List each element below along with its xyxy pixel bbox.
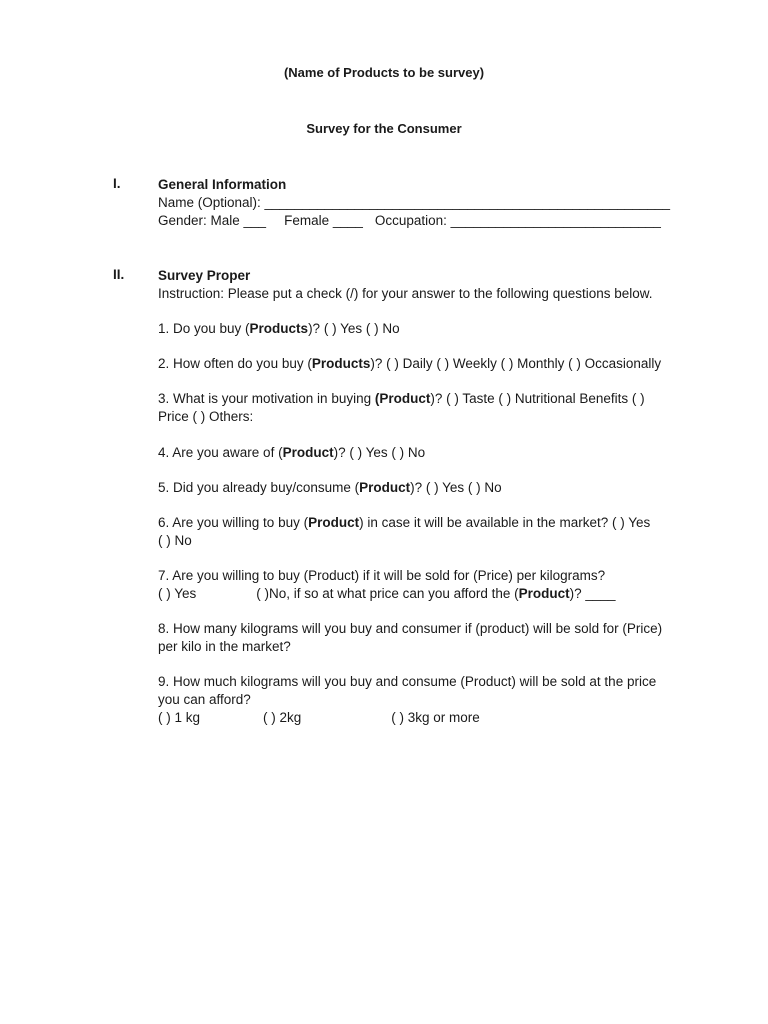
question-7-options: ( ) Yes ( )No, if so at what price can you afford the (Product)? ____ [158,586,616,601]
question-2: 2. How often do you buy (Products)? ( ) Daily ( ) Weekly ( ) Monthly ( ) Occasionally [158,356,662,371]
option-3kg: ( ) 3kg or more [391,710,480,725]
option-yes: ( ) Yes [158,586,197,601]
question-7: 7. Are you willing to buy (Product) if it will be sold for (Price) per kilograms? [158,568,606,583]
question-3: 3. What is your motivation in buying (Product)? ( ) Taste ( ) Nutritional Benefits ( ) [158,391,645,406]
occupation-field: Occupation: ____________________________ [374,213,661,228]
question-6: 6. Are you willing to buy (Product) in case it will be available in the market? ( ) Yes [158,515,651,530]
question-9: 9. How much kilograms will you buy and consume (Product) will be sold at the price [158,674,657,689]
section-1-heading: General Information [158,177,287,192]
question-5: 5. Did you already buy/consume (Product)? ( ) Yes ( ) No [158,480,502,495]
section-2-heading: Survey Proper [158,268,251,283]
question-9-continued: you can afford? [158,692,251,707]
survey-title: Survey for the Consumer [306,121,462,136]
instruction-text: Instruction: Please put a check (/) for your answer to the following questions below. [158,286,653,301]
gender-occupation-line [158,212,661,230]
question-8: 8. How many kilograms will you buy and consumer if (product) will be sold for (Price) [158,621,663,636]
option-2kg: ( ) 2kg [263,710,302,725]
question-6-continued: ( ) No [158,533,192,548]
question-3-continued: Price ( ) Others: [158,409,254,424]
option-1kg: ( ) 1 kg [158,710,201,725]
question-4: 4. Are you aware of (Product)? ( ) Yes ( ) No [158,445,426,460]
name-field-line: Name (Optional): ______________________________________________________ [158,195,670,210]
section-1-numeral: I. [113,176,121,191]
product-title: (Name of Products to be survey) [283,65,485,80]
gender-female-field: Female ____ [284,213,363,228]
question-9-options [158,709,480,727]
section-2-numeral: II. [113,267,125,282]
question-1: 1. Do you buy (Products)? ( ) Yes ( ) No [158,321,400,336]
gender-male-field: Gender: Male ___ [158,213,267,228]
question-8-continued: per kilo in the market? [158,639,291,654]
